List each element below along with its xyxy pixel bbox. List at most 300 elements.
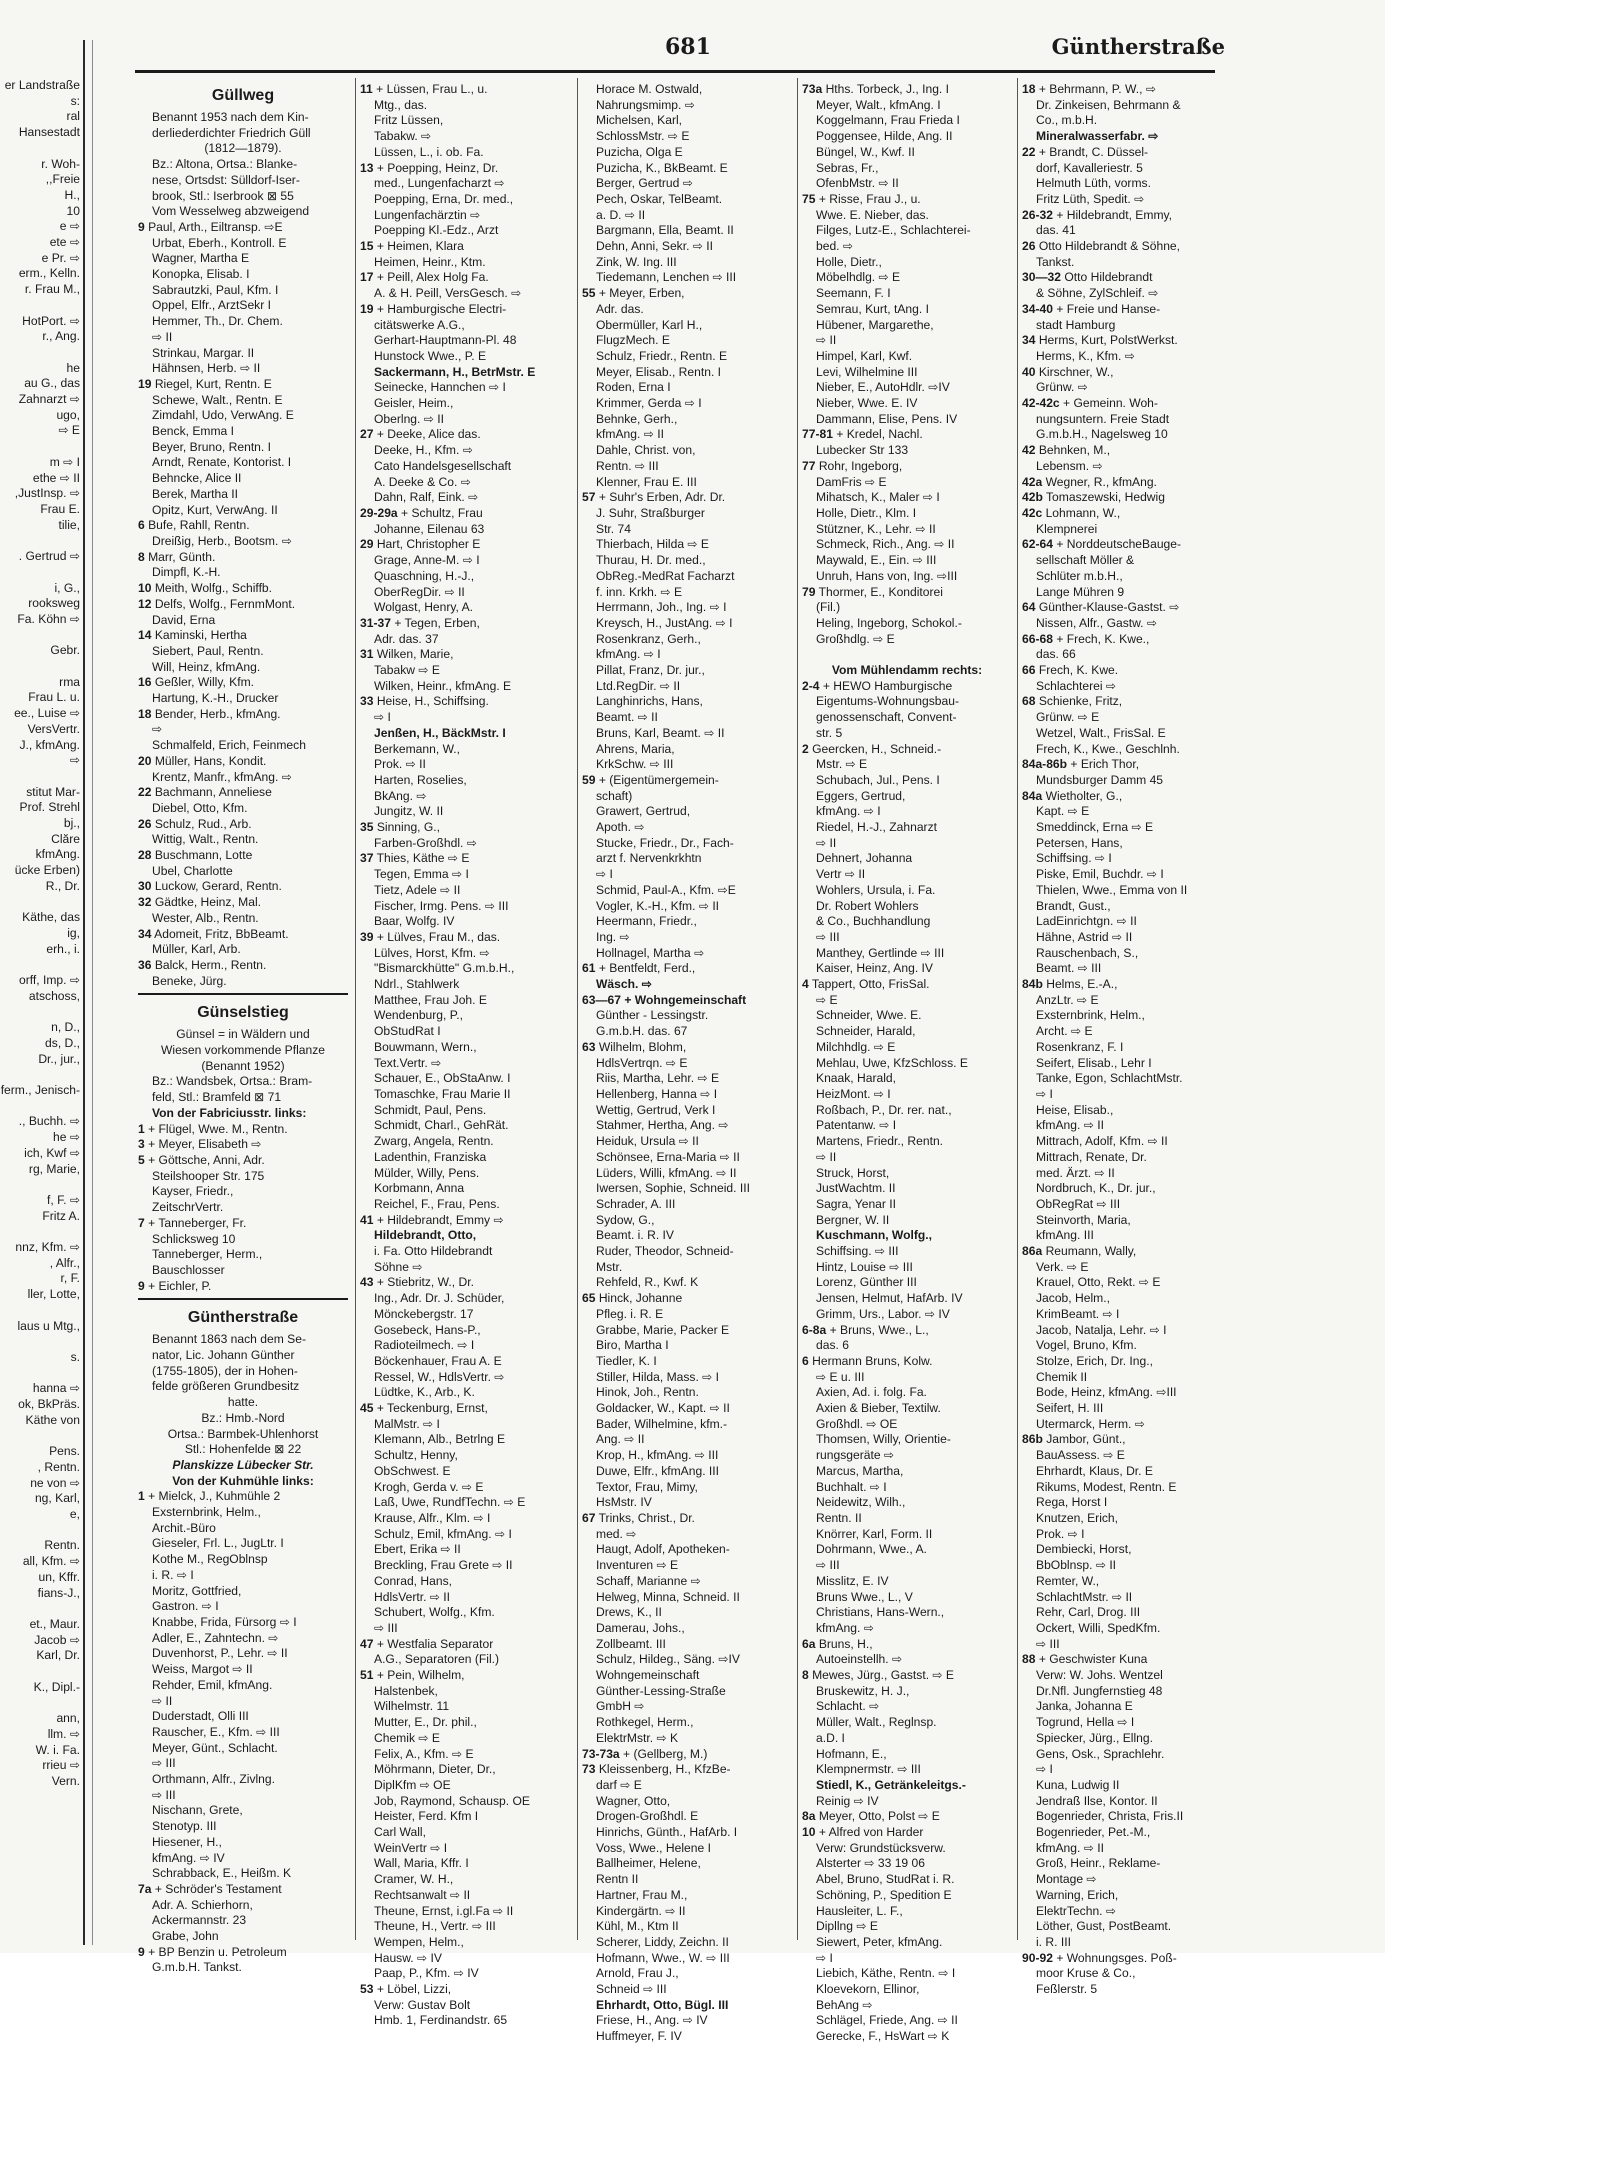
resident-entry — [138, 864, 348, 880]
entry-text: + Lülves, Frau M., das. — [376, 929, 501, 944]
entry-text: Adr. das. 37 — [374, 631, 439, 646]
entry-text: Vogler, K.-H., Kfm. ⇨ II — [596, 898, 720, 913]
entry-text: Chemik ⇨ E — [374, 1730, 440, 1745]
house-number: 16 — [138, 675, 152, 690]
entry-text: Müller, Karl, Arb. — [152, 942, 241, 957]
resident-entry — [582, 223, 792, 239]
entry-text: Krentz, Manfr., kfmAng. ⇨ — [152, 769, 292, 784]
fragment-line: , Alfr., — [49, 1255, 80, 1270]
resident-entry — [802, 1166, 1012, 1182]
entry-text: Axien, Ad. i. folg. Fa. — [816, 1385, 927, 1400]
resident-entry — [360, 1794, 572, 1810]
resident-entry — [360, 1856, 572, 1872]
entry-text: Schmidt, Charl., GehRät. — [374, 1118, 509, 1133]
entry-text: + Hildebrandt, Emmy ⇨ — [376, 1212, 504, 1227]
entry-text: Reichel, F., Frau, Pens. — [374, 1196, 500, 1211]
entry-text: Voss, Wwe., Helene I — [596, 1840, 711, 1855]
house-entry — [802, 585, 1012, 601]
fragment-line: ich, Kwf ⇨ — [24, 1145, 80, 1160]
fragment-line: orff, Imp. ⇨ — [19, 973, 80, 988]
entry-text: feld, Stl.: Bramfeld ⊠ 71 — [152, 1090, 282, 1105]
resident-entry — [360, 1338, 572, 1354]
entry-text: + Deeke, Alice das. — [376, 427, 481, 442]
entry-text: Mundsburger Damm 45 — [1036, 772, 1164, 787]
house-entry — [138, 1882, 348, 1898]
house-entry — [1022, 490, 1234, 506]
entry-text: Dr. Robert Wohlers — [816, 898, 919, 913]
resident-entry — [1022, 1134, 1234, 1150]
entry-text: Söhne ⇨ — [374, 1259, 423, 1274]
entry-text: + Stiebritz, W., Dr. — [376, 1275, 474, 1290]
resident-entry — [1022, 726, 1234, 742]
house-number: 73a — [802, 82, 823, 96]
entry-text: Dohrmann, Wwe., A. — [816, 1542, 927, 1557]
resident-entry — [802, 1542, 1012, 1558]
entry-text: Zimdahl, Udo, VerwAng. E — [152, 408, 294, 423]
resident-entry — [802, 1778, 1012, 1794]
entry-text: Verk. ⇨ E — [1036, 1259, 1089, 1274]
entry-text: sellschaft Möller & — [1036, 553, 1135, 568]
resident-entry — [360, 1527, 572, 1543]
resident-entry — [802, 569, 1012, 585]
house-entry — [138, 1153, 348, 1169]
entry-text: Halstenbek, — [374, 1683, 438, 1698]
house-number: 84b — [1022, 977, 1043, 992]
resident-entry — [138, 1427, 348, 1443]
entry-text: Kleissenberg, H., KfzBe- — [598, 1762, 731, 1777]
resident-entry — [802, 286, 1012, 302]
entry-text: + Flügel, Wwe. M., Rentn. — [148, 1121, 288, 1136]
entry-text: Beyer, Bruno, Rentn. I — [152, 439, 271, 454]
resident-entry — [802, 600, 1012, 616]
fragment-line: er Landstraße — [4, 78, 80, 92]
entry-text: Lange Mühren 9 — [1036, 584, 1125, 599]
entry-text: + Pein, Wilhelm, — [376, 1668, 465, 1683]
house-number: 65 — [582, 1291, 596, 1306]
resident-entry — [138, 1169, 348, 1185]
resident-entry — [802, 349, 1012, 365]
resident-entry — [138, 1059, 348, 1075]
resident-entry — [138, 1960, 348, 1976]
fragment-line: Rentn. — [44, 1538, 80, 1553]
entry-text: Tabakw. ⇨ — [374, 129, 432, 144]
fragment-line — [0, 1428, 80, 1444]
entry-text: Unruh, Hans von, Ing. ⇨III — [816, 568, 958, 583]
house-number: 29-29a — [360, 505, 398, 520]
entry-text: Damerau, Johs., — [596, 1620, 685, 1635]
entry-text: Müller, Walt., Reglnsp. — [816, 1715, 937, 1730]
resident-entry — [1022, 1794, 1234, 1810]
house-number: 17 — [360, 270, 374, 285]
entry-text: Ladenthin, Franziska — [374, 1149, 487, 1164]
resident-entry — [802, 1511, 1012, 1527]
entry-text: A.G., Separatoren (Fil.) — [374, 1652, 500, 1667]
fragment-line: , Rentn. — [37, 1459, 80, 1474]
resident-entry — [1022, 1935, 1234, 1951]
entry-text: Kuna, Ludwig II — [1036, 1777, 1120, 1792]
resident-entry — [1022, 223, 1234, 239]
house-entry — [138, 518, 348, 534]
entry-text: Rentn II — [596, 1872, 639, 1887]
column-4 — [802, 82, 1012, 2044]
house-number: 42b — [1022, 490, 1043, 505]
resident-entry — [582, 1809, 792, 1825]
resident-entry — [802, 757, 1012, 773]
entry-text: Mehlau, Uwe, KfzSchloss. E — [816, 1055, 968, 1070]
entry-text: Archit.-Büro — [152, 1520, 216, 1535]
fragment-line: ,JustInsp. ⇨ — [14, 486, 80, 501]
resident-entry — [582, 679, 792, 695]
house-entry — [360, 427, 572, 443]
resident-entry — [1022, 1841, 1234, 1857]
house-number: 11 — [360, 82, 373, 96]
house-number: 30 — [138, 879, 152, 894]
entry-text: Bz.: Hmb.-Nord — [201, 1410, 285, 1425]
resident-entry — [360, 1511, 572, 1527]
resident-entry — [582, 2029, 792, 2045]
entry-text: Orthmann, Alfr., Zivlng. — [152, 1772, 275, 1787]
house-number: 19 — [138, 376, 152, 391]
entry-text: Bufe, Rahll, Rentn. — [148, 518, 250, 533]
resident-entry — [582, 1166, 792, 1182]
entry-text: Ubel, Charlotte — [152, 863, 233, 878]
house-number: 39 — [360, 929, 374, 944]
resident-entry — [360, 1150, 572, 1166]
house-number: 6 — [802, 1353, 809, 1368]
resident-entry — [802, 239, 1012, 255]
entry-text: ⇨ I — [1036, 1087, 1053, 1101]
house-number: 28 — [138, 848, 152, 863]
entry-text: ⇨ III — [816, 1558, 840, 1573]
resident-entry — [360, 1495, 572, 1511]
entry-text: Ballheimer, Helene, — [596, 1856, 701, 1871]
entry-text: Frech, K., Kwe., Geschlnh. — [1036, 741, 1180, 756]
fragment-line — [0, 628, 80, 644]
resident-entry — [802, 1150, 1012, 1166]
house-number: 10 — [138, 581, 152, 596]
entry-text: med. Ärzt. ⇨ II — [1036, 1165, 1115, 1180]
entry-text: Abel, Bruno, StudRat i. R. — [816, 1872, 955, 1887]
entry-text: Arndt, Renate, Kontorist. I — [152, 455, 292, 470]
resident-entry — [582, 569, 792, 585]
resident-entry — [802, 1071, 1012, 1087]
resident-entry — [582, 129, 792, 145]
entry-text: Jacob, Natalja, Lehr. ⇨ I — [1036, 1322, 1167, 1337]
resident-entry — [802, 726, 1012, 742]
resident-entry — [802, 1919, 1012, 1935]
entry-text: Trinks, Christ., Dr. — [598, 1510, 695, 1525]
entry-text: Schubert, Wolfg., Kfm. — [374, 1605, 495, 1620]
fragment-line: ete ⇨ — [49, 235, 80, 250]
resident-entry — [802, 1966, 1012, 1982]
house-number: 13 — [360, 160, 374, 175]
fragment-line: r. Frau M., — [24, 282, 80, 297]
resident-entry — [582, 537, 792, 553]
entry-text: + Lüssen, Frau L., u. — [376, 82, 488, 96]
house-number: 84a-86b — [1022, 757, 1068, 772]
entry-text: nator, Lic. Johann Günther — [152, 1348, 295, 1363]
entry-text: Chemik II — [1036, 1369, 1088, 1384]
resident-entry — [802, 804, 1012, 820]
house-entry — [582, 1762, 792, 1778]
entry-text: Schlüter m.b.H., — [1036, 568, 1123, 583]
resident-entry — [360, 1480, 572, 1496]
resident-entry — [360, 459, 572, 475]
house-number: 2 — [802, 741, 809, 756]
column-5 — [1022, 82, 1234, 1997]
entry-text: Tegen, Emma ⇨ I — [374, 867, 469, 882]
entry-text: Kuschmann, Wolfg., — [816, 1228, 933, 1243]
resident-entry — [360, 710, 572, 726]
resident-entry — [802, 1935, 1012, 1951]
entry-text: (1755-1805), der in Hohen- — [152, 1363, 298, 1378]
resident-entry — [582, 1197, 792, 1213]
entry-text: Ltd.RegDir. ⇨ II — [596, 678, 681, 693]
resident-entry — [360, 1574, 572, 1590]
entry-text: ElektrTechn. ⇨ — [1036, 1903, 1117, 1918]
entry-text: Schneider, Wwe. E. — [816, 1008, 922, 1023]
street-heading: Güntherstraße — [187, 1309, 299, 1327]
house-entry — [1022, 757, 1234, 773]
entry-text: Schubach, Jul., Pens. I — [816, 772, 940, 787]
entry-text: BbOblnsp. ⇨ II — [1036, 1558, 1117, 1573]
resident-entry — [802, 270, 1012, 286]
entry-text: Filges, Lutz-E., Schlachterei- — [816, 223, 971, 238]
resident-entry — [582, 1480, 792, 1496]
entry-text: Kaminski, Hertha — [154, 628, 247, 643]
entry-text: Seifert, H. III — [1036, 1401, 1104, 1416]
fragment-line: ig, — [67, 925, 80, 940]
resident-entry — [582, 1966, 792, 1982]
entry-text: Textor, Frau, Mimy, — [596, 1479, 698, 1494]
house-number: 53 — [360, 1982, 374, 1997]
entry-text: Benannt 1953 nach dem Kin- — [152, 110, 309, 124]
entry-text: Rosenkranz, F. I — [1036, 1039, 1124, 1054]
resident-entry — [582, 663, 792, 679]
resident-entry — [138, 346, 348, 362]
house-entry — [1022, 239, 1234, 255]
entry-text: OberRegDir. ⇨ II — [374, 584, 465, 599]
resident-entry — [138, 738, 348, 754]
entry-text: Langhinrichs, Hans, — [596, 694, 703, 709]
entry-text: Wittig, Walt., Rentn. — [152, 832, 259, 847]
entry-text: Schrabback, E., Heißm. K — [152, 1866, 292, 1881]
entry-text: Tabakw ⇨ E — [374, 663, 440, 678]
resident-entry — [1022, 1637, 1234, 1653]
resident-entry — [138, 1364, 348, 1380]
entry-text: Schulz, Rud., Arb. — [154, 816, 252, 831]
resident-entry — [802, 490, 1012, 506]
entry-text: Paul, Arth., Eiltransp. ⇨E — [148, 219, 283, 234]
resident-entry — [360, 1432, 572, 1448]
resident-entry — [802, 1432, 1012, 1448]
resident-entry — [138, 801, 348, 817]
house-entry — [802, 1354, 1012, 1370]
street-heading: Günselstieg — [197, 1004, 289, 1022]
entry-text: Möbelhdlg. ⇨ E — [816, 270, 901, 285]
fragment-line: s: — [70, 93, 80, 108]
resident-entry — [802, 1888, 1012, 1904]
resident-entry — [1022, 1574, 1234, 1590]
fragment-line: Vern. — [51, 1773, 80, 1788]
resident-entry — [582, 1056, 792, 1072]
resident-entry — [582, 1495, 792, 1511]
entry-text: Schulz, Hildeg., Säng. ⇨IV — [596, 1652, 740, 1667]
resident-entry — [1022, 1323, 1234, 1339]
resident-entry — [802, 961, 1012, 977]
resident-entry — [582, 899, 792, 915]
entry-text: Pfleg. i. R. E — [596, 1306, 664, 1321]
resident-entry — [138, 1106, 348, 1122]
entry-text: Siebert, Paul, Rentn. — [152, 643, 264, 658]
resident-entry — [1022, 1197, 1234, 1213]
resident-entry — [582, 1872, 792, 1888]
resident-entry — [582, 270, 792, 286]
entry-text: Lorenz, Günther III — [816, 1275, 917, 1290]
entry-text: Stolze, Erich, Dr. Ing., — [1036, 1353, 1153, 1368]
entry-text: Hermann Bruns, Kolw. — [812, 1353, 933, 1368]
house-entry — [138, 754, 348, 770]
resident-entry — [582, 1464, 792, 1480]
entry-text: Geercken, H., Schneid.- — [812, 741, 942, 756]
entry-text: kfmAng. ⇨ I — [816, 804, 881, 819]
resident-entry — [1022, 851, 1234, 867]
resident-entry — [1022, 1621, 1234, 1637]
resident-entry — [582, 1260, 792, 1276]
fragment-line: all, Kfm. ⇨ — [22, 1554, 80, 1569]
resident-entry — [582, 1118, 792, 1134]
fragment-line: ⇨ — [69, 753, 80, 768]
entry-text: Gerhart-Hauptmann-Pl. 48 — [374, 333, 517, 348]
entry-text: Geßler, Willy, Kfm. — [154, 675, 255, 690]
resident-entry — [802, 537, 1012, 553]
entry-text: Stucke, Friedr., Dr., Fach- — [596, 835, 734, 850]
resident-entry — [1022, 710, 1234, 726]
resident-entry — [360, 1809, 572, 1825]
entry-text: Dimpfl, K.-H. — [152, 565, 221, 580]
entry-text: Riedel, H.-J., Zahnarzt — [816, 820, 937, 835]
entry-text: Carl Wall, — [374, 1825, 426, 1840]
resident-entry — [1022, 318, 1234, 334]
resident-entry — [1022, 1448, 1234, 1464]
house-number: 64 — [1022, 600, 1036, 615]
resident-entry — [802, 1527, 1012, 1543]
resident-entry — [138, 1200, 348, 1216]
house-entry — [1022, 145, 1234, 161]
fragment-line: ds, D., — [45, 1035, 80, 1050]
fragment-line — [0, 1303, 80, 1319]
entry-text: med., Lungenfacharzt ⇨ — [374, 176, 505, 191]
fragment-line: ,,Freie — [45, 172, 80, 187]
fragment-line: ., Buchh. ⇨ — [18, 1114, 80, 1129]
resident-entry — [360, 1260, 572, 1276]
fragment-line: Prof. Strehl — [19, 800, 80, 815]
resident-entry — [138, 1819, 348, 1835]
entry-text: Grimm, Urs., Labor. ⇨ IV — [816, 1306, 950, 1321]
house-entry — [360, 270, 572, 286]
entry-text: Wettig, Gertrud, Verk I — [596, 1102, 716, 1117]
fragment-line: ral — [66, 109, 80, 124]
entry-text: Möhrmann, Dieter, Dr., — [374, 1762, 496, 1777]
entry-text: Hähne, Astrid ⇨ II — [1036, 929, 1133, 944]
entry-text: Bargmann, Ella, Beamt. II — [596, 223, 734, 238]
entry-text: Klempnerei — [1036, 521, 1098, 536]
resident-entry — [138, 1090, 348, 1106]
entry-text: Hellenberg, Hanna ⇨ I — [596, 1087, 718, 1101]
fragment-line: K., Dipl.- — [33, 1679, 80, 1694]
fragment-line: i, G., — [54, 580, 80, 595]
entry-text: Seinecke, Hannchen ⇨ I — [374, 380, 506, 395]
entry-text: Apoth. ⇨ — [596, 820, 645, 835]
fragment-line: Zahnarzt ⇨ — [18, 392, 80, 407]
house-number: 63—67 — [582, 992, 621, 1007]
house-entry — [360, 647, 572, 663]
entry-text: KrkSchw. ⇨ III — [596, 757, 674, 772]
resident-entry — [360, 977, 572, 993]
resident-entry — [360, 1998, 572, 2014]
resident-entry — [582, 1574, 792, 1590]
entry-text: Mstr. — [596, 1259, 623, 1274]
house-entry — [138, 675, 348, 691]
entry-text: DiplKfm ⇨ OE — [374, 1777, 451, 1792]
entry-text: Zollbeamt. III — [596, 1636, 666, 1651]
entry-text: das. 6 — [816, 1338, 849, 1353]
entry-text: Hths. Torbeck, J., Ing. I — [825, 82, 950, 96]
house-number: 6a — [802, 1636, 816, 1651]
resident-entry — [582, 1244, 792, 1260]
resident-entry — [1022, 98, 1234, 114]
fragment-line: ee., Luise ⇨ — [14, 706, 80, 721]
entry-text: Mönckebergstr. 17 — [374, 1306, 474, 1321]
entry-text: Martens, Friedr., Rentn. — [816, 1134, 944, 1149]
entry-text: Sabrautzki, Paul, Kfm. I — [152, 282, 279, 297]
entry-text: BauAssess. ⇨ E — [1036, 1448, 1125, 1463]
house-number: 5 — [138, 1153, 145, 1167]
entry-text: Dehnert, Johanna — [816, 851, 913, 866]
entry-text: i. R. III — [1036, 1934, 1071, 1949]
house-number: 63 — [582, 1039, 596, 1054]
entry-text: HdlsVertrqn. ⇨ E — [596, 1055, 688, 1070]
fragment-line: ethe ⇨ II — [32, 470, 80, 485]
house-entry — [138, 785, 348, 801]
entry-text: + Suhr's Erben, Adr. Dr. — [598, 490, 726, 505]
house-entry — [1022, 506, 1234, 522]
entry-text: Spiecker, Jürg., Ellng. — [1036, 1730, 1153, 1745]
resident-entry — [138, 1247, 348, 1263]
resident-entry — [582, 1228, 792, 1244]
resident-entry — [360, 1652, 572, 1668]
entry-text: Heermann, Friedr., — [596, 914, 697, 929]
resident-entry — [582, 396, 792, 412]
resident-entry — [1022, 522, 1234, 538]
house-entry — [582, 1747, 792, 1763]
resident-entry — [360, 380, 572, 396]
entry-text: Wester, Alb., Rentn. — [152, 910, 259, 925]
entry-text: kfmAng. ⇨ II — [596, 427, 664, 442]
entry-text: Gastron. ⇨ I — [152, 1599, 219, 1614]
resident-entry — [138, 1043, 348, 1059]
entry-text: kfmAng. III — [1036, 1228, 1094, 1243]
fragment-line — [0, 1334, 80, 1350]
fragment-line — [0, 565, 80, 581]
resident-entry — [802, 176, 1012, 192]
entry-text: Kothe M., RegOblnsp — [152, 1552, 268, 1567]
entry-text: Hofmann, Wwe., W. ⇨ III — [596, 1950, 730, 1965]
resident-entry — [1022, 1291, 1234, 1307]
resident-entry — [360, 365, 572, 381]
house-entry — [360, 820, 572, 836]
entry-text: Paap, P., Kfm. ⇨ IV — [374, 1966, 479, 1981]
